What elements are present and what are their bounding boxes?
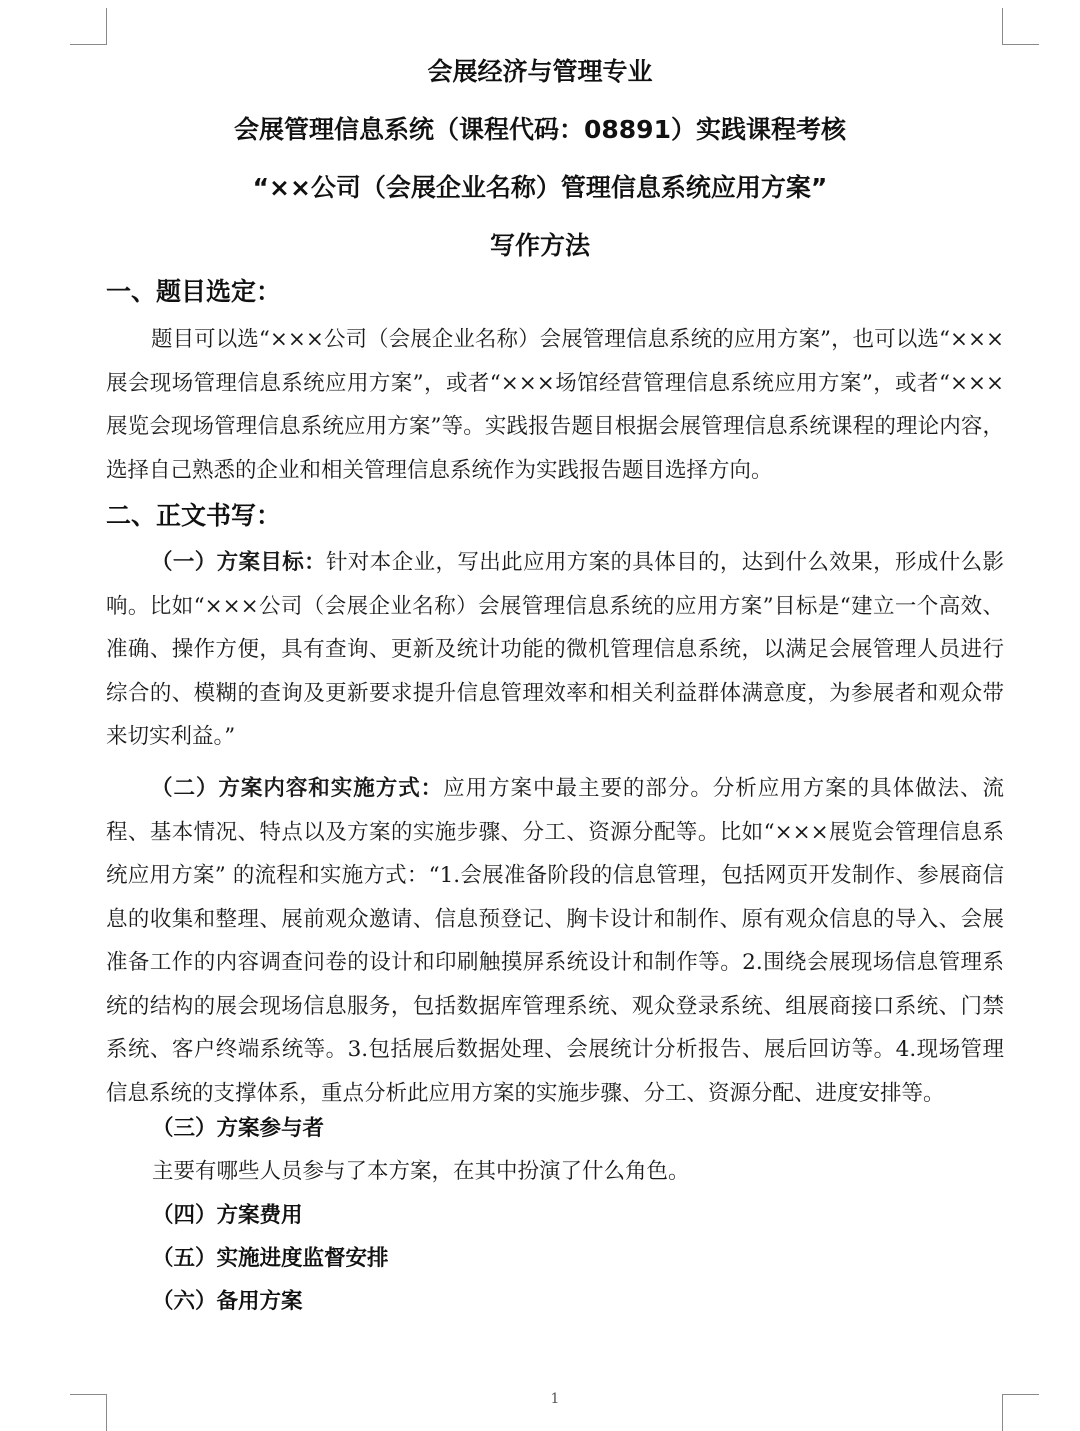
crop-mark-bottom-left — [70, 1394, 107, 1431]
plan-content-text: 应用方案中最主要的部分。分析应用方案的具体做法、流程、基本情况、特点以及方案的实施步骤、分工、资源分配等。比如“×××展览会管理信息系统应用方案” 的流程和实施方式：“1.会展准备阶段的信息管理，包括网页开发制作、参展商信息的收集和整理、展前观众邀请、信息预登记、胸卡设计和制作、原有观众信息的导入、会展准备工作的内容调查问卷的设计和印刷触摸屏系统设计和制作等。2.围绕会展现场信息管理系统的结构的展会现场信息服务，包括数据库管理系统、观众登录系统、组展商接口系统、门禁系统、客户终端系统等。3.包括展后数据处理、会展统计分析报告、展后回访等。4.现场管理信息系统的支撑体系，重点分析此应用方案的实施步骤、分工、资源分配、进度安排等。 — [106, 776, 1004, 1106]
subheading-cost: （四）方案费用 — [152, 1203, 303, 1228]
crop-mark-bottom-right — [1002, 1394, 1039, 1431]
crop-mark-top-left — [70, 8, 107, 45]
subheading-participants: （三）方案参与者 — [152, 1116, 325, 1141]
crop-mark-top-right — [1002, 8, 1039, 45]
title-course: 会展管理信息系统（课程代码：08891）实践课程考核 — [234, 115, 846, 144]
plan-content-label: （二）方案内容和实施方式： — [151, 776, 444, 801]
paragraph-topic: 题目可以选“×××公司（会展企业名称）会展管理信息系统的应用方案”，也可以选“×××展会现场管理信息系统应用方案”，或者“×××场馆经营管理信息系统应用方案”，或者“×××展览会现场管理信息系统应用方案”等。实践报告题目根据会展管理信息系统课程的理论内容，选择自己熟悉的企业和相关管理信息系统作为实践报告题目选择方向。 — [106, 327, 1004, 483]
title-writing-method: 写作方法 — [489, 231, 590, 260]
participants-text: 主要有哪些人员参与了本方案，在其中扮演了什么角色。 — [152, 1159, 690, 1184]
title-plan: “××公司（会展企业名称）管理信息系统应用方案” — [252, 173, 828, 202]
page-number: 1 — [550, 1391, 560, 1407]
subheading-backup-plan: （六）备用方案 — [152, 1289, 303, 1314]
title-major: 会展经济与管理专业 — [427, 57, 653, 86]
plan-goal-label: （一）方案目标： — [151, 550, 327, 575]
plan-goal-text: 针对本企业，写出此应用方案的具体目的，达到什么效果，形成什么影响。比如“×××公司（会展企业名称）会展管理信息系统的应用方案”目标是“建立一个高效、准确、操作方便，具有查询、更新及统计功能的微机管理信息系统，以满足会展管理人员进行综合的、模糊的查询及更新要求提升信息管理效率和相关利益群体满意度，为参展者和观众带来切实利益。” — [106, 550, 1004, 749]
paragraph-plan-goal — [106, 541, 1004, 759]
section-heading-topic: 一、题目选定： — [106, 277, 282, 306]
subheading-schedule-supervision: （五）实施进度监督安排 — [152, 1246, 389, 1271]
section-heading-body: 二、正文书写： — [106, 501, 282, 530]
paragraph-plan-content — [106, 767, 1004, 1115]
